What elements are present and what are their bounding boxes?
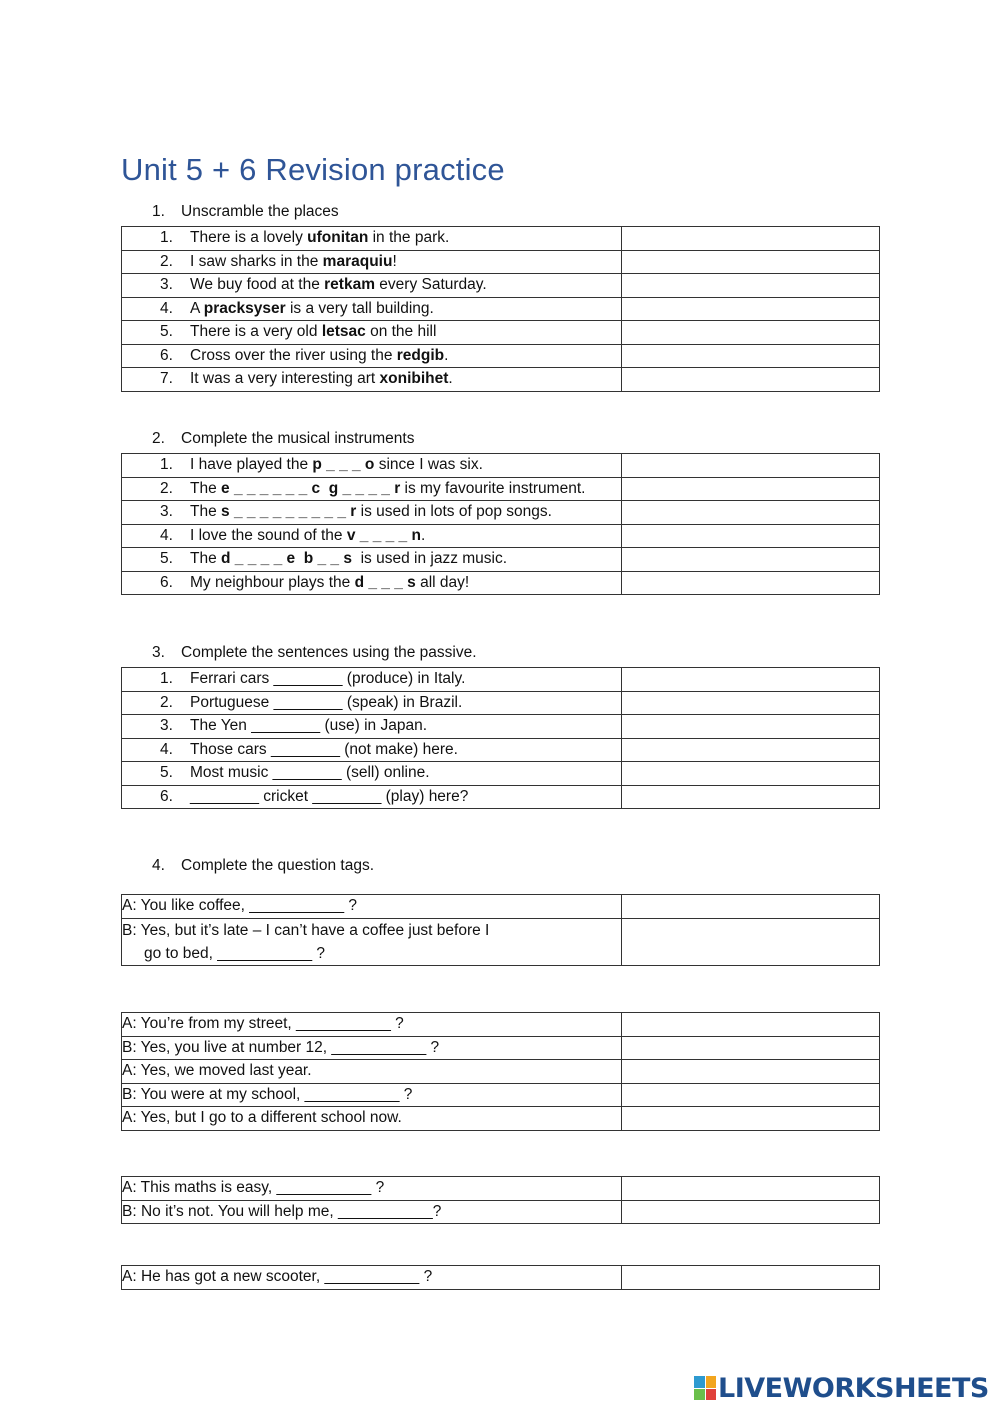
question-pre: It was a very interesting art <box>190 370 380 388</box>
question-sentence: Portuguese ________ (speak) in Brazil. <box>190 693 463 711</box>
question-post: . <box>444 346 449 364</box>
question-keyword: xonibihet <box>379 370 449 388</box>
dialogue-row <box>122 1083 880 1107</box>
dialogue-text: B: Yes, but it’s late – I can’t have a coffee just before I <box>122 921 490 939</box>
question-number: 4. <box>160 740 173 758</box>
section-4-heading: 4. Complete the question tags. <box>152 857 375 874</box>
answer-cell[interactable] <box>622 1177 880 1201</box>
dialogue-2-table <box>121 1012 880 1131</box>
dialogue-row <box>122 895 880 919</box>
dialogue-line <box>122 895 622 919</box>
question-keyword: retkam <box>324 276 375 294</box>
answer-cell[interactable] <box>622 1013 880 1037</box>
question-row <box>122 715 880 739</box>
dialogue-row <box>122 1060 880 1084</box>
question-row <box>122 344 880 368</box>
question-post: all day! <box>415 573 470 591</box>
question-row <box>122 274 880 298</box>
question-row <box>122 738 880 762</box>
answer-cell[interactable] <box>622 1200 880 1224</box>
page-title: Unit 5 + 6 Revision practice <box>121 152 505 187</box>
question-keyword: v _ _ _ _ n <box>346 526 421 544</box>
question-pre: We buy food at the <box>190 276 325 294</box>
answer-input[interactable] <box>622 1012 883 1037</box>
dialogue-row <box>122 1177 880 1201</box>
section-2-table <box>121 453 880 595</box>
answer-cell[interactable] <box>622 1266 880 1290</box>
question-row <box>122 762 880 786</box>
question-row <box>122 321 880 345</box>
dialogue-line <box>122 1013 622 1037</box>
answer-cell[interactable] <box>622 1036 880 1060</box>
question-number: 5. <box>160 764 173 782</box>
answer-input[interactable] <box>622 1265 883 1290</box>
answer-cell[interactable] <box>622 321 880 345</box>
answer-input[interactable] <box>622 785 883 810</box>
answer-input[interactable] <box>622 500 883 525</box>
question-row <box>122 297 880 321</box>
answer-cell[interactable] <box>622 524 880 548</box>
logo-mark-icon <box>694 1376 716 1400</box>
question-sentence: Most music ________ (sell) online. <box>190 764 430 782</box>
question-number: 1. <box>160 670 173 688</box>
answer-cell[interactable] <box>622 548 880 572</box>
question-post: . <box>420 526 426 544</box>
question-pre: I saw sharks in the <box>190 252 323 270</box>
question-row <box>122 501 880 525</box>
answer-cell[interactable] <box>622 785 880 809</box>
question-text <box>122 454 622 478</box>
section-3-table <box>121 667 880 809</box>
question-text <box>122 715 622 739</box>
dialogue-3-table <box>121 1176 880 1224</box>
question-post: ! <box>392 252 397 270</box>
question-number: 5. <box>160 323 173 341</box>
question-number: 4. <box>160 299 173 317</box>
dialogue-line <box>122 1060 622 1084</box>
dialogue-text: A: Yes, we moved last year. <box>122 1062 312 1080</box>
question-pre: My neighbour plays the <box>190 573 355 591</box>
question-text <box>122 368 622 392</box>
section-1-table <box>121 226 880 392</box>
answer-input[interactable] <box>622 1106 883 1131</box>
question-post: is used in lots of pop songs. <box>356 503 552 521</box>
question-number: 2. <box>160 693 173 711</box>
answer-cell[interactable] <box>622 344 880 368</box>
answer-cell[interactable] <box>622 918 880 965</box>
question-row <box>122 524 880 548</box>
answer-cell[interactable] <box>622 454 880 478</box>
question-number: 2. <box>160 252 173 270</box>
question-row <box>122 227 880 251</box>
question-post: on the hill <box>365 323 437 341</box>
question-number: 5. <box>160 550 173 568</box>
dialogue-text: B: Yes, you live at number 12, ___________ ? <box>122 1038 440 1056</box>
answer-input[interactable] <box>622 226 883 251</box>
answer-input[interactable] <box>622 571 883 596</box>
question-row <box>122 571 880 595</box>
question-pre: Cross over the river using the <box>190 346 397 364</box>
question-post: since I was six. <box>374 456 483 474</box>
dialogue-row <box>122 1107 880 1131</box>
question-number: 6. <box>160 346 173 364</box>
question-row <box>122 668 880 692</box>
question-post: every Saturday. <box>374 276 487 294</box>
question-text <box>122 321 622 345</box>
question-pre: There is a lovely <box>190 229 308 247</box>
dialogue-row <box>122 1266 880 1290</box>
question-pre: The <box>190 479 222 497</box>
answer-input[interactable] <box>622 1200 883 1225</box>
question-post: is used in jazz music. <box>351 550 508 568</box>
answer-cell[interactable] <box>622 501 880 525</box>
answer-input[interactable] <box>622 297 883 322</box>
question-keyword: pracksyser <box>203 299 286 317</box>
answer-input[interactable] <box>622 894 883 919</box>
question-pre: The <box>190 503 222 521</box>
question-keyword: s _ _ _ _ _ _ _ _ _ r <box>221 503 357 521</box>
question-text <box>122 477 622 501</box>
dialogue-text: A: Yes, but I go to a different school now. <box>122 1109 402 1127</box>
question-number: 3. <box>160 717 173 735</box>
answer-input[interactable] <box>622 714 883 739</box>
question-post: . <box>448 370 453 388</box>
question-text <box>122 762 622 786</box>
answer-cell[interactable] <box>622 250 880 274</box>
question-keyword: p _ _ _ o <box>312 456 375 474</box>
question-text <box>122 548 622 572</box>
question-sentence: ________ cricket ________ (play) here? <box>190 787 469 805</box>
section-1-heading: 1. Unscramble the places <box>152 203 339 220</box>
dialogue-text: B: You were at my school, ___________ ? <box>122 1085 413 1103</box>
dialogue-text: A: He has got a new scooter, ___________ ? <box>122 1268 433 1286</box>
dialogue-line <box>122 1266 622 1290</box>
dialogue-1-table <box>121 894 880 966</box>
answer-cell[interactable] <box>622 691 880 715</box>
answer-cell[interactable] <box>622 762 880 786</box>
question-row <box>122 548 880 572</box>
section-2-heading: 2. Complete the musical instruments <box>152 430 415 447</box>
answer-input[interactable] <box>622 524 883 549</box>
question-text <box>122 297 622 321</box>
answer-cell[interactable] <box>622 895 880 919</box>
dialogue-line <box>122 1200 622 1224</box>
question-text <box>122 501 622 525</box>
answer-input[interactable] <box>622 1176 883 1201</box>
question-number: 4. <box>160 526 173 544</box>
question-number: 3. <box>160 276 173 294</box>
question-number: 7. <box>160 370 173 388</box>
question-pre: A <box>190 299 204 317</box>
question-pre: There is a very old <box>190 323 322 341</box>
answer-input[interactable] <box>622 918 883 966</box>
answer-input[interactable] <box>622 547 883 572</box>
answer-cell[interactable] <box>622 274 880 298</box>
question-row <box>122 250 880 274</box>
dialogue-text: A: You’re from my street, ___________ ? <box>122 1015 404 1033</box>
dialogue-text: A: You like coffee, ___________ ? <box>122 897 358 915</box>
dialogue-line <box>122 1177 622 1201</box>
answer-input[interactable] <box>622 320 883 345</box>
question-row <box>122 454 880 478</box>
question-row <box>122 368 880 392</box>
question-pre: I love the sound of the <box>190 526 347 544</box>
answer-input[interactable] <box>622 1036 883 1061</box>
answer-cell[interactable] <box>622 477 880 501</box>
question-text <box>122 274 622 298</box>
liveworksheets-logo: LIVEWORKSHEETS <box>694 1373 989 1403</box>
question-number: 1. <box>160 456 173 474</box>
answer-input[interactable] <box>622 738 883 763</box>
question-post: is a very tall building. <box>285 299 434 317</box>
answer-cell[interactable] <box>622 738 880 762</box>
dialogue-row <box>122 918 880 965</box>
dialogue-line <box>122 1107 622 1131</box>
answer-cell[interactable] <box>622 668 880 692</box>
dialogue-row <box>122 1036 880 1060</box>
answer-cell[interactable] <box>622 297 880 321</box>
question-text <box>122 668 622 692</box>
dialogue-line <box>122 918 622 965</box>
answer-cell[interactable] <box>622 1107 880 1131</box>
dialogue-line <box>122 1036 622 1060</box>
answer-input[interactable] <box>622 761 883 786</box>
question-number: 3. <box>160 503 173 521</box>
dialogue-text: A: This maths is easy, ___________ ? <box>122 1179 385 1197</box>
question-text <box>122 344 622 368</box>
answer-cell[interactable] <box>622 1060 880 1084</box>
question-row <box>122 785 880 809</box>
answer-cell[interactable] <box>622 571 880 595</box>
question-text <box>122 691 622 715</box>
question-keyword: ufonitan <box>307 229 369 247</box>
answer-input[interactable] <box>622 453 883 478</box>
question-keyword: d _ _ _ s <box>354 573 416 591</box>
question-post: in the park. <box>368 229 450 247</box>
answer-input[interactable] <box>622 367 883 392</box>
answer-cell[interactable] <box>622 227 880 251</box>
dialogue-text: B: No it’s not. You will help me, ___________? <box>122 1202 442 1220</box>
question-keyword: e _ _ _ _ _ _ c g _ _ _ _ r <box>221 479 401 497</box>
section-3-heading: 3. Complete the sentences using the passive. <box>152 644 477 661</box>
answer-input[interactable] <box>622 273 883 298</box>
answer-input[interactable] <box>622 1059 883 1084</box>
answer-input[interactable] <box>622 250 883 275</box>
question-text <box>122 571 622 595</box>
question-sentence: Those cars ________ (not make) here. <box>190 740 458 758</box>
question-post: is my favourite instrument. <box>400 479 586 497</box>
question-pre: I have played the <box>190 456 313 474</box>
question-number: 6. <box>160 573 173 591</box>
dialogue-text-continued: go to bed, ___________ ? <box>144 944 326 962</box>
dialogue-line <box>122 1083 622 1107</box>
answer-input[interactable] <box>622 691 883 716</box>
answer-input[interactable] <box>622 344 883 369</box>
question-row <box>122 477 880 501</box>
answer-input[interactable] <box>622 477 883 502</box>
question-text <box>122 250 622 274</box>
answer-cell[interactable] <box>622 1083 880 1107</box>
question-sentence: The Yen ________ (use) in Japan. <box>190 717 427 735</box>
question-text <box>122 738 622 762</box>
question-text <box>122 227 622 251</box>
answer-input[interactable] <box>622 1083 883 1108</box>
question-sentence: Ferrari cars ________ (produce) in Italy. <box>190 670 466 688</box>
answer-cell[interactable] <box>622 368 880 392</box>
answer-input[interactable] <box>622 667 883 692</box>
question-number: 2. <box>160 479 173 497</box>
answer-cell[interactable] <box>622 715 880 739</box>
question-keyword: letsac <box>321 323 366 341</box>
question-text <box>122 524 622 548</box>
question-number: 6. <box>160 787 173 805</box>
dialogue-row <box>122 1013 880 1037</box>
question-keyword: d _ _ _ _ e b _ _ s <box>221 550 352 568</box>
question-text <box>122 785 622 809</box>
question-pre: The <box>190 550 222 568</box>
question-keyword: redgib <box>396 346 445 364</box>
dialogue-4-table <box>121 1265 880 1290</box>
question-number: 1. <box>160 229 173 247</box>
dialogue-row <box>122 1200 880 1224</box>
question-keyword: maraquiu <box>322 252 393 270</box>
question-row <box>122 691 880 715</box>
